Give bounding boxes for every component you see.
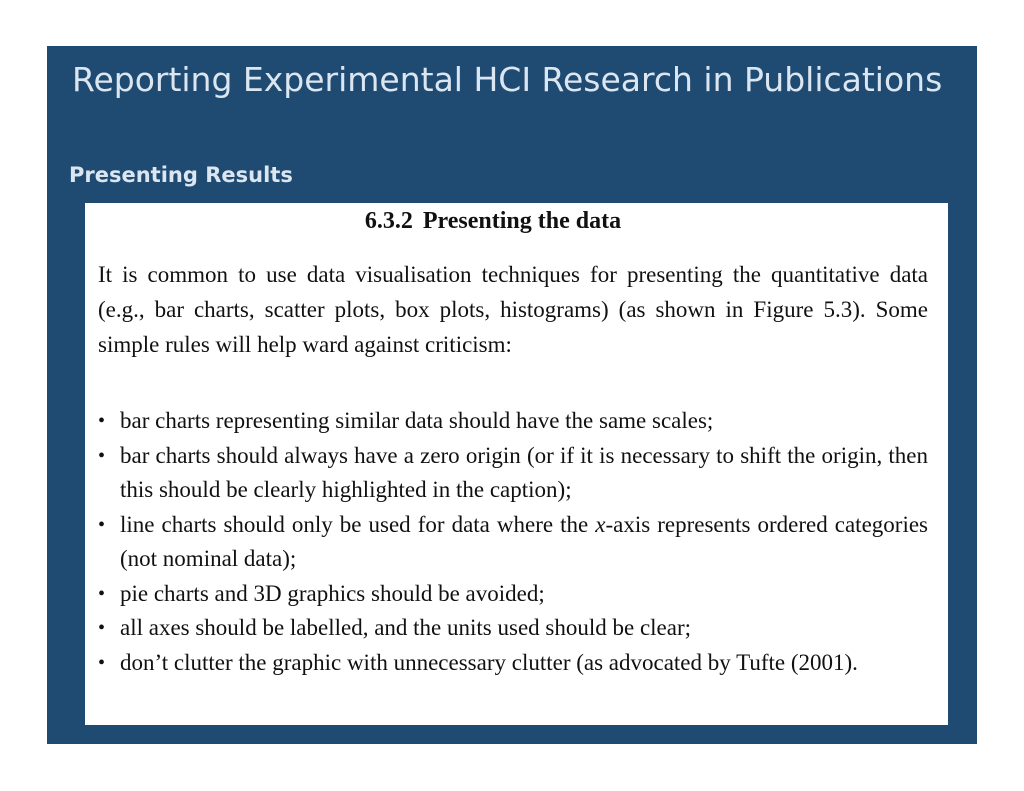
section-title: Presenting the data xyxy=(422,208,622,234)
section-heading xyxy=(98,205,928,237)
book-excerpt-image xyxy=(85,203,948,725)
list-item xyxy=(98,646,928,681)
bullet-icon: • xyxy=(98,582,106,605)
bullet-icon: • xyxy=(98,617,106,639)
list-item-emphasis: x xyxy=(595,511,606,537)
list-item-text-before: line charts should only be used for data where the xyxy=(120,511,596,537)
rules-list xyxy=(98,404,928,680)
list-item xyxy=(98,508,928,577)
list-item xyxy=(98,577,928,612)
list-item xyxy=(98,404,928,439)
list-item-text-after: -axis represents ordered categories (not nominal data); xyxy=(120,511,928,571)
section-number: 6.3.2 xyxy=(364,208,413,234)
list-item-text: don’t clutter the graphic with unnecessary clutter (as advocated by Tufte (2001). xyxy=(120,649,858,675)
list-item-text: pie charts and 3D graphics should be avoided; xyxy=(120,580,545,606)
bullet-icon: • xyxy=(98,444,106,467)
list-item xyxy=(98,439,928,508)
bullet-icon: • xyxy=(98,410,106,432)
bullet-icon: • xyxy=(98,651,106,674)
slide-title: Reporting Experimental HCI Research in Publications xyxy=(72,60,943,99)
list-item-text: bar charts representing similar data should have the same scales; xyxy=(120,408,714,433)
intro-paragraph: It is common to use data visualisation techniques for presenting the quantitative data (e.g., bar charts, scatter plots, box plots, histograms) (as shown in Figure 5.3). Some simple rules will help ward against criticism: xyxy=(98,262,928,357)
list-item-text: bar charts should always have a zero origin (or if it is necessary to shift the origin, then this should be clearly highlighted in the caption); xyxy=(120,442,928,502)
list-item xyxy=(98,611,928,646)
slide-panel xyxy=(47,46,977,744)
slide-subtitle: Presenting Results xyxy=(69,163,293,187)
list-item-text: all axes should be labelled, and the units used should be clear; xyxy=(120,615,692,640)
bullet-icon: • xyxy=(98,513,106,536)
